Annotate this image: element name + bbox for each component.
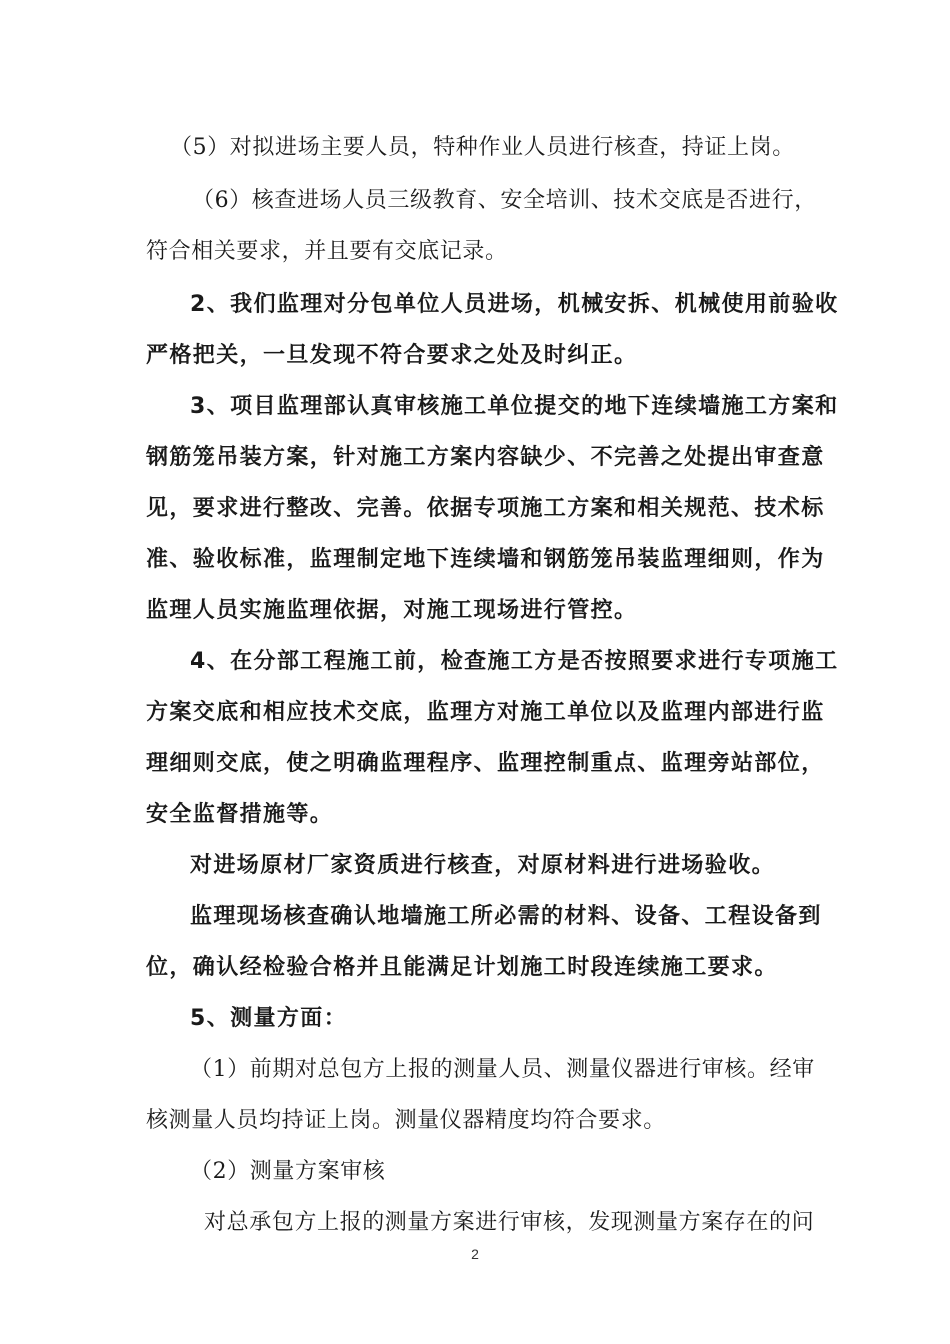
paragraph-line: 监理现场核查确认地墙施工所必需的材料、设备、工程设备到 [190,904,822,929]
paragraph-line: 方案交底和相应技术交底，监理方对施工单位以及监理内部进行监 [146,700,825,725]
paragraph-line: 核测量人员均持证上岗。测量仪器精度均符合要求。 [146,1108,666,1133]
paragraph-line: 见，要求进行整改、完善。依据专项施工方案和相关规范、技术标 [146,496,825,521]
paragraph-line: 位，确认经检验合格并且能满足计划施工时段连续施工要求。 [146,955,778,980]
paragraph-line: 安全监督措施等。 [146,802,334,827]
paragraph-line: （5）对拟进场主要人员，特种作业人员进行核查，持证上岗。 [170,135,795,160]
paragraph-line: 准、验收标准，监理制定地下连续墙和钢筋笼吊装监理细则，作为 [146,547,825,572]
paragraph-line: 5、测量方面： [190,1006,348,1031]
paragraph-line: （1）前期对总包方上报的测量人员、测量仪器进行审核。经审 [190,1057,815,1082]
paragraph-line: 理细则交底，使之明确监理程序、监理控制重点、监理旁站部位， [146,751,825,776]
paragraph-line: （6）核查进场人员三级教育、安全培训、技术交底是否进行， [192,188,817,213]
paragraph-line: 严格把关，一旦发现不符合要求之处及时纠正。 [146,343,638,368]
paragraph-line: 2、我们监理对分包单位人员进场，机械安拆、机械使用前验收 [190,292,839,317]
paragraph-line: 3、项目监理部认真审核施工单位提交的地下连续墙施工方案和 [190,394,839,419]
page-number: 2 [471,1246,479,1262]
paragraph-line: 对进场原材厂家资质进行核查，对原材料进行进场验收。 [190,853,776,878]
paragraph-line: 钢筋笼吊装方案，针对施工方案内容缺少、不完善之处提出审查意 [146,445,825,470]
paragraph-line: 监理人员实施监理依据，对施工现场进行管控。 [146,598,638,623]
paragraph-line: 符合相关要求，并且要有交底记录。 [146,239,508,264]
paragraph-line: 对总承包方上报的测量方案进行审核，发现测量方案存在的问 [204,1210,815,1235]
paragraph-line: 4、在分部工程施工前，检查施工方是否按照要求进行专项施工 [190,649,839,674]
paragraph-line: （2）测量方案审核 [190,1159,386,1184]
